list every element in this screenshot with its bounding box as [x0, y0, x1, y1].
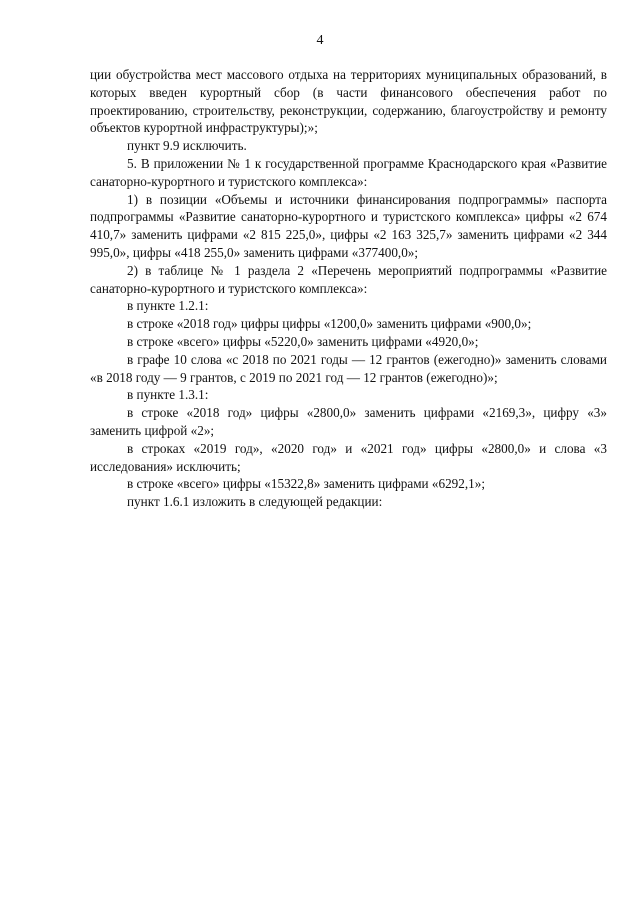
paragraph-section-5: 5. В приложении № 1 к государственной программе Краснодарского края «Развитие санаторно-курортного и туристского комплекса»:: [90, 155, 607, 189]
paragraph-rows-2019-2021: в строках «2019 год», «2020 год» и «2021 год» цифры «2800,0» и слова «3 исследования» исключить;: [90, 440, 607, 474]
paragraph-column-10: в графе 10 слова «с 2018 по 2021 годы — 12 грантов (ежегодно)» заменить словами «в 2018 году — 9 грантов, с 2019 по 2021 год — 12 грантов (ежегодно)»;: [90, 351, 607, 385]
paragraph-item-9-9: пункт 9.9 исключить.: [127, 138, 247, 154]
document-body: [90, 66, 607, 511]
page-number: 4: [316, 33, 324, 48]
paragraph-item-1-2-1: в пункте 1.2.1:: [127, 298, 209, 314]
paragraph-row-2018-a: в строке «2018 год» цифры цифры «1200,0» заменить цифрами «900,0»;: [127, 316, 532, 332]
paragraph-row-total-a: в строке «всего» цифры «5220,0» заменить цифрами «4920,0»;: [127, 333, 479, 349]
paragraph-continuation: ции обустройства мест массового отдыха на территориях муниципальных образований, в которых введен курортный сбор (в части финансового обеспечения работ по проектированию, строительству, реконструкции, содержанию, благоустройству и ремонту объектов курортной инфраструктуры);»;: [90, 67, 607, 136]
paragraph-subsection-1: 1) в позиции «Объемы и источники финансирования подпрограммы» паспорта подпрограммы «Развитие санаторно-курортного и туристского комплекса» цифры «2 674 410,7» заменить цифрами «2 815 225,0», цифры «2 163 325,7» заменить цифрами «2 344 995,0», цифры «418 255,0» заменить цифрами «377400,0»;: [90, 191, 607, 260]
paragraph-row-total-b: в строке «всего» цифры «15322,8» заменить цифрами «6292,1»;: [127, 476, 486, 492]
paragraph-item-1-6-1: пункт 1.6.1 изложить в следующей редакции:: [127, 494, 383, 510]
paragraph-row-2018-b: в строке «2018 год» цифры «2800,0» заменить цифрами «2169,3», цифру «3» заменить цифрой «2»;: [90, 405, 607, 438]
paragraph-subsection-2: 2) в таблице № 1 раздела 2 «Перечень мероприятий подпрограммы «Развитие санаторно-курортного и туристского комплекса»:: [90, 262, 607, 296]
paragraph-item-1-3-1: в пункте 1.3.1:: [127, 387, 209, 403]
